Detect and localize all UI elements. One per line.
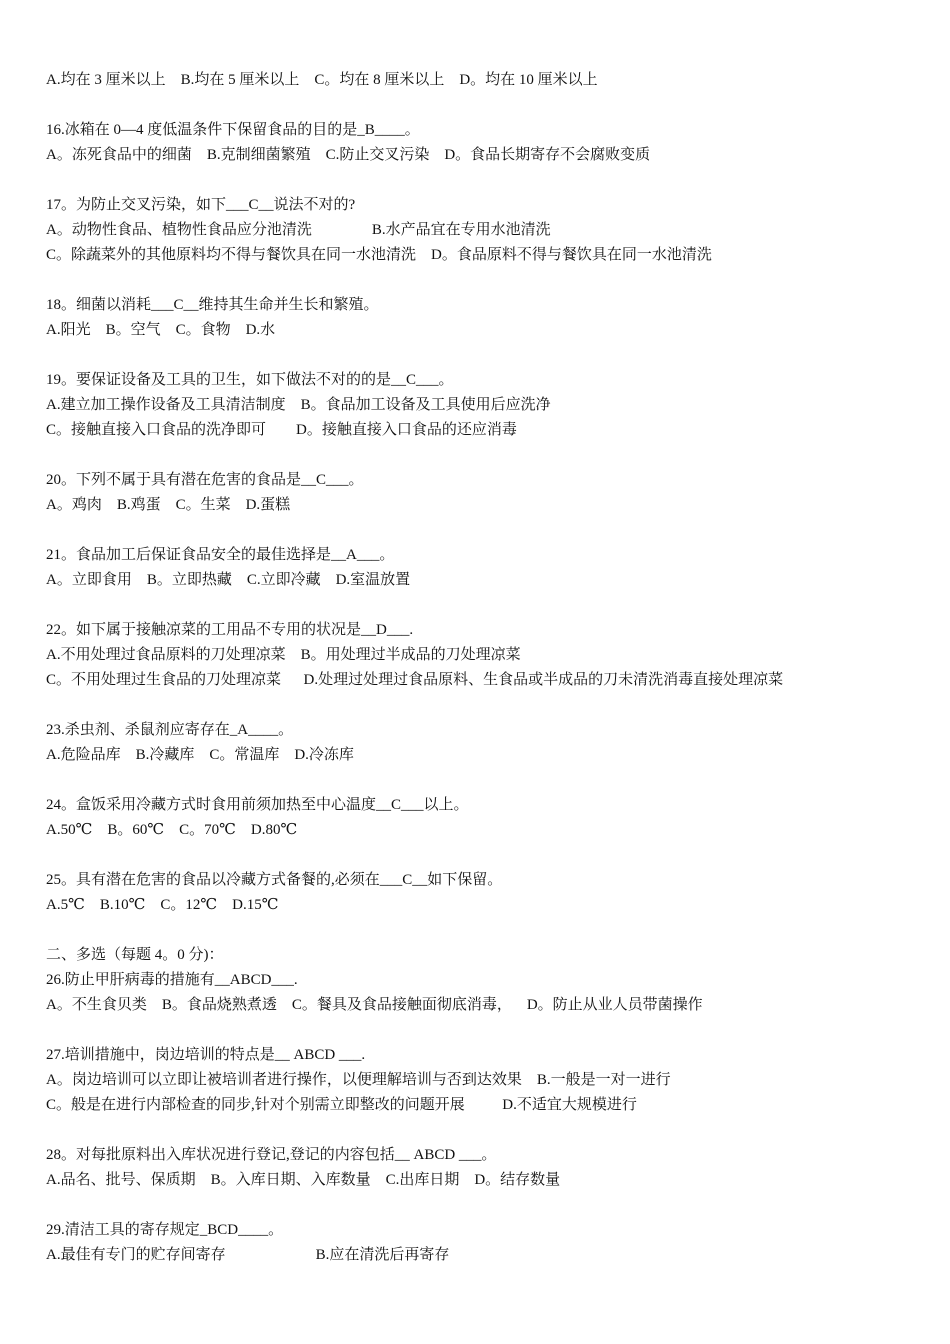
text-line: A。鸡肉 B.鸡蛋 C。生菜 D.蛋糕 [46,497,291,513]
text-line: C。除蔬菜外的其他原料均不得与餐饮具在同一水池清洗 D。食品原料不得与餐饮具在同一水池清洗 [46,247,712,263]
text-line: A.不用处理过食品原料的刀处理凉菜 B。用处理过半成品的刀处理凉菜 [46,647,521,663]
text-line: A。立即食用 B。立即热藏 C.立即冷藏 D.室温放置 [46,572,411,588]
text-line: A.50℃ B。60℃ C。70℃ D.80℃ [46,822,298,838]
text-line: 19。要保证设备及工具的卫生，如下做法不对的的是__C___。 [46,372,454,388]
text-line: 26.防止甲肝病毒的措施有__ABCD___. [46,972,298,988]
blank-line [46,1118,926,1143]
text-line: C。不用处理过生食品的刀处理凉菜 D.处理过处理过食品原料、生食品或半成品的刀未清洗消毒直接处理凉菜 [46,672,784,688]
text-line: 25。具有潜在危害的食品以冷藏方式备餐的,必须在___C__如下保留。 [46,872,503,888]
text-line: A.均在 3 厘米以上 B.均在 5 厘米以上 C。均在 8 厘米以上 D。均在 10 厘米以上 [46,72,598,88]
text-line: 27.培训措施中，岗边培训的特点是__ ABCD ___. [46,1047,366,1063]
blank-line [46,1193,926,1218]
blank-line [46,843,926,868]
text-line: 18。细菌以消耗___C__维持其生命并生长和繁殖。 [46,297,379,313]
blank-line [46,168,926,193]
text-line: A.阳光 B。空气 C。食物 D.水 [46,322,276,338]
text-line: C。接触直接入口食品的洗净即可 D。接触直接入口食品的还应消毒 [46,422,517,438]
text-line: 17。为防止交叉污染，如下___C__说法不对的? [46,197,356,213]
text-line: A。岗边培训可以立即让被培训者进行操作，以便理解培训与否到达效果 B.一般是一对一进行 [46,1072,671,1088]
text-line: 二、多选（每题 4。0 分)： [46,947,224,963]
blank-line [46,693,926,718]
blank-line [46,518,926,543]
blank-line [46,268,926,293]
text-line: 21。食品加工后保证食品安全的最佳选择是__A___。 [46,547,395,563]
text-line: 29.清洁工具的寄存规定_BCD____。 [46,1222,284,1238]
text-line: A。不生食贝类 B。食品烧熟煮透 C。餐具及食品接触面彻底消毒， D。防止从业人员带菌操作 [46,997,703,1013]
blank-line [46,1018,926,1043]
text-line: 24。盒饭采用冷藏方式时食用前须加热至中心温度__C___以上。 [46,797,469,813]
text-line: 22。如下属于接触凉菜的工用品不专用的状况是__D___. [46,622,414,638]
text-line: A.品名、批号、保质期 B。入库日期、入库数量 C.出库日期 D。结存数量 [46,1172,561,1188]
document-page [46,68,926,1268]
text-line: A.5℃ B.10℃ C。12℃ D.15℃ [46,897,279,913]
blank-line [46,443,926,468]
blank-line [46,343,926,368]
text-line: A。动物性食品、植物性食品应分池清洗 B.水产品宜在专用水池清洗 [46,222,551,238]
text-line: 23.杀虫剂、杀鼠剂应寄存在_A____。 [46,722,294,738]
text-line: 16.冰箱在 0—4 度低温条件下保留食品的目的是_B____。 [46,122,420,138]
text-line: C。般是在进行内部检查的同步,针对个别需立即整改的问题开展 D.不适宜大规模进行 [46,1097,637,1113]
text-line: 28。对每批原料出入库状况进行登记,登记的内容包括__ ABCD ___。 [46,1147,497,1163]
text-line: A.危险品库 B.冷藏库 C。常温库 D.冷冻库 [46,747,354,763]
blank-line [46,768,926,793]
text-line: A.最佳有专门的贮存间寄存 B.应在清洗后再寄存 [46,1247,450,1263]
text-line: A。冻死食品中的细菌 B.克制细菌繁殖 C.防止交叉污染 D。食品长期寄存不会腐败变质 [46,147,651,163]
text-line: 20。下列不属于具有潜在危害的食品是__C___。 [46,472,364,488]
blank-line [46,593,926,618]
blank-line [46,918,926,943]
text-line: A.建立加工操作设备及工具清洁制度 B。食品加工设备及工具使用后应洗净 [46,397,551,413]
blank-line [46,93,926,118]
